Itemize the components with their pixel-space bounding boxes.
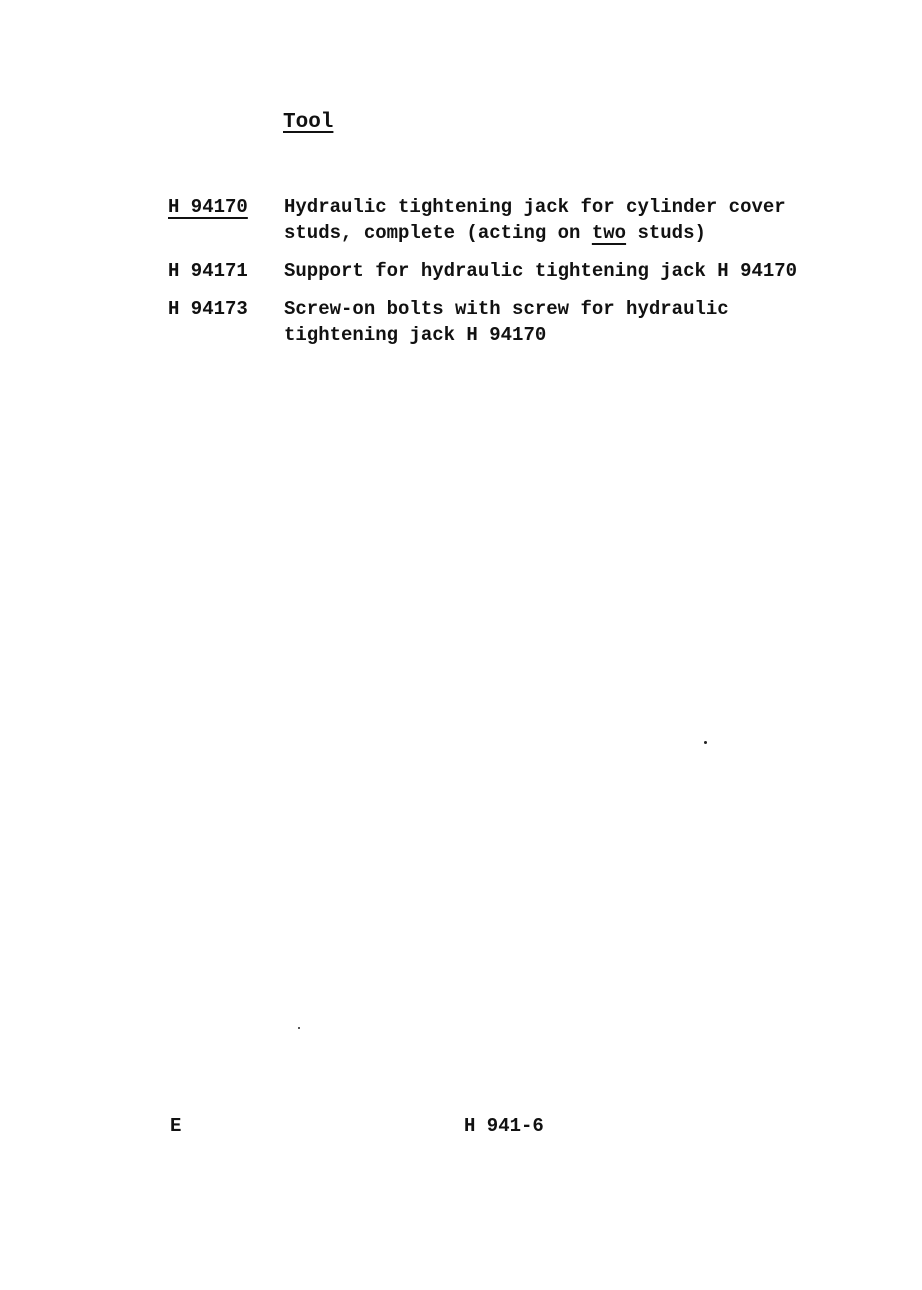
tool-list: [168, 194, 888, 360]
tool-description-text: studs, complete (acting on: [284, 222, 592, 244]
tool-item: [168, 258, 888, 284]
tool-description: [284, 194, 888, 246]
tool-item: [168, 194, 888, 246]
section-heading: Tool: [283, 111, 334, 134]
tool-description-text: studs): [626, 222, 706, 244]
tool-description: [284, 296, 888, 348]
tool-description-line: tightening jack H 94170: [284, 324, 547, 346]
scan-speck: [704, 741, 707, 744]
tool-code: H 94170: [168, 196, 248, 218]
tool-description-line: Screw-on bolts with screw for hydraulic: [284, 298, 729, 320]
footer-page-number: H 941-6: [464, 1115, 544, 1137]
tool-description-line: Hydraulic tightening jack for cylinder cover: [284, 196, 786, 218]
scan-speck: [298, 1027, 300, 1029]
footer-language-code: E: [170, 1115, 182, 1137]
tool-code: H 94171: [168, 260, 248, 282]
tool-description-line: Support for hydraulic tightening jack H 94170: [284, 260, 798, 282]
tool-code: H 94173: [168, 298, 248, 320]
emphasized-word: two: [591, 222, 627, 244]
tool-item: [168, 296, 888, 348]
tool-description: [284, 258, 888, 284]
